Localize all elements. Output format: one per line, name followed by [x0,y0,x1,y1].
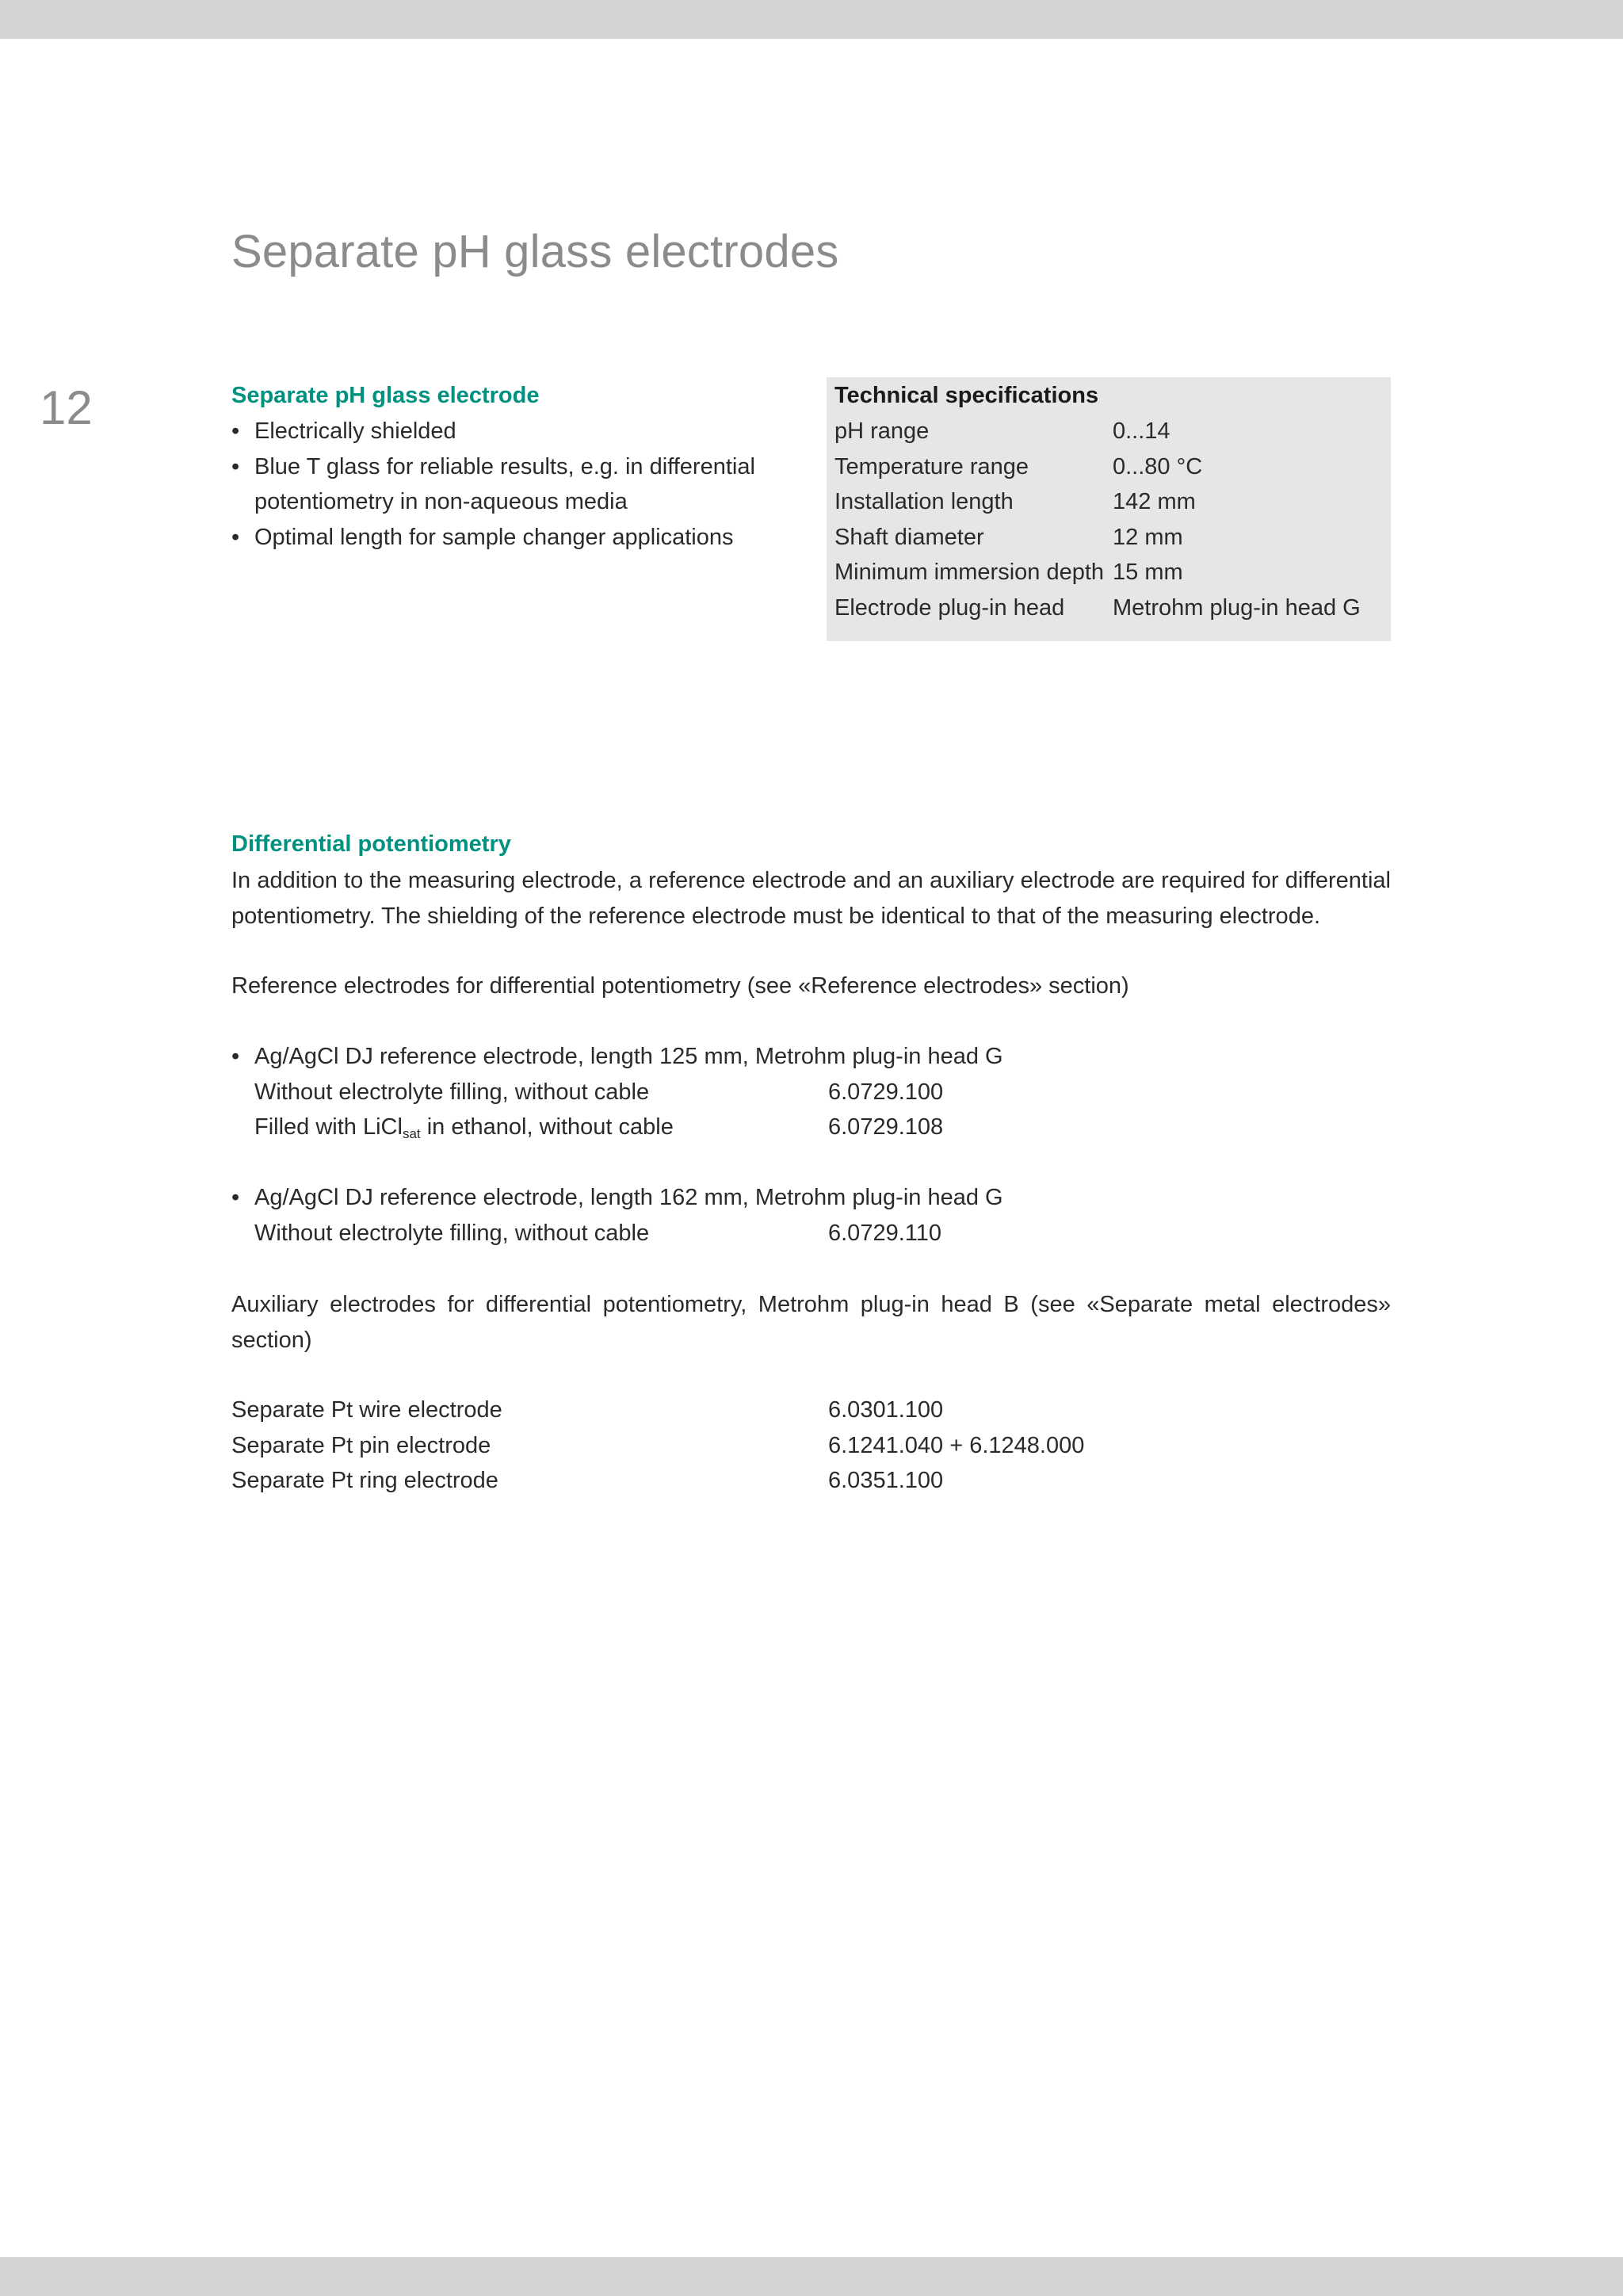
spec-label: Installation length [834,489,1014,514]
feature-1: Electrically shielded [254,418,456,444]
spec-label: Electrode plug-in head [834,595,1065,621]
feature-2: Blue T glass for reliable results, e.g. in differential [254,454,755,479]
spec-value: 142 mm [1113,489,1196,514]
spec-label: Minimum immersion depth [834,560,1105,585]
bullet-ref2: • [231,1185,240,1210]
page-number: 12 [40,381,93,434]
spec-title: Technical specifications [834,383,1099,408]
ref1-title: Ag/AgCl DJ reference electrode, length 125 mm, Metrohm plug-in head G [254,1044,1003,1069]
bullet-ref1: • [231,1044,240,1069]
spec-label: pH range [834,418,930,444]
differential-heading: Differential potentiometry [231,831,511,857]
spec-value: 0...80 °C [1113,454,1203,479]
auxiliary-code: 6.0301.100 [828,1397,944,1423]
bottom-bar [0,2257,1623,2296]
differential-intro: In addition to the measuring electrode, a reference electrode and an auxiliary electrode are required for differential potentiometry. The shielding of the reference electrode must be identical to that of the measuring electrode. [231,868,1391,929]
ref1-item2-label: Filled with LiCl$_{sat}$ in ethanol, without cable [254,1114,674,1141]
auxiliary-intro: Auxiliary electrodes for differential potentiometry, Metrohm plug-in head B (see «Separate metal electrodes» section) [231,1292,1391,1353]
ref1-item1-code: 6.0729.100 [828,1079,944,1105]
feature-2-cont: potentiometry in non-aqueous media [254,489,628,514]
spec-value: 12 mm [1113,525,1183,550]
bullet-3: • [231,525,240,550]
auxiliary-label: Separate Pt ring electrode [231,1468,498,1493]
reference-intro: Reference electrodes for differential potentiometry (see «Reference electrodes» section) [231,973,1129,999]
spec-value: 0...14 [1113,418,1170,444]
spec-label: Shaft diameter [834,525,984,550]
auxiliary-code: 6.1241.040 + 6.1248.000 [828,1433,1085,1458]
auxiliary-code: 6.0351.100 [828,1468,944,1493]
feature-3: Optimal length for sample changer applications [254,525,734,550]
auxiliary-label: Separate Pt wire electrode [231,1397,502,1423]
top-bar [0,0,1623,39]
bullet-2: • [231,454,240,479]
spec-value: Metrohm plug-in head G [1113,595,1361,621]
auxiliary-label: Separate Pt pin electrode [231,1433,491,1458]
bullet-1: • [231,418,240,444]
ref2-item1-code: 6.0729.110 [828,1221,941,1246]
ref1-item2-code: 6.0729.108 [828,1114,944,1140]
ref1-item1-label: Without electrolyte filling, without cable [254,1079,650,1105]
spec-value: 15 mm [1113,560,1183,585]
ref2-title: Ag/AgCl DJ reference electrode, length 162 mm, Metrohm plug-in head G [254,1185,1003,1210]
ref2-item1-label: Without electrolyte filling, without cable [254,1221,650,1246]
page-title: Separate pH glass electrodes [231,226,839,277]
spec-label: Temperature range [834,454,1029,479]
product-heading: Separate pH glass electrode [231,383,540,408]
